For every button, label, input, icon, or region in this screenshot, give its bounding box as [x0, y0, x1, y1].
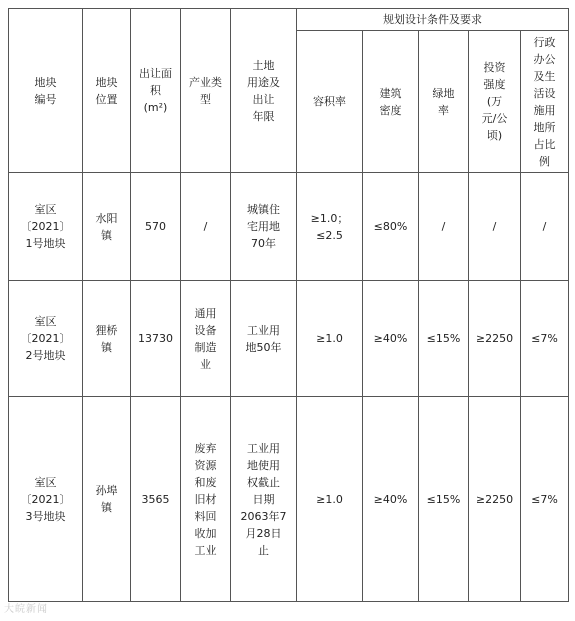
- cell-area: 13730: [131, 281, 181, 397]
- cell-code: 室区 〔2021〕 2号地块: [9, 281, 83, 397]
- header-admin: 行政 办公 及生 活设 施用 地所 占比 例: [521, 31, 569, 173]
- cell-area: 570: [131, 173, 181, 281]
- header-code: 地块 编号: [9, 9, 83, 173]
- cell-location: 狸桥 镇: [83, 281, 131, 397]
- header-row-top: [9, 9, 569, 31]
- cell-density: ≥40%: [363, 281, 419, 397]
- cell-far: ≥1.0: [297, 281, 363, 397]
- table-row: [9, 281, 569, 397]
- header-area: 出让面 积 (m²): [131, 9, 181, 173]
- cell-code: 室区 〔2021〕 1号地块: [9, 173, 83, 281]
- cell-code: 室区 〔2021〕 3号地块: [9, 397, 83, 602]
- table-row: [9, 397, 569, 602]
- cell-density: ≤80%: [363, 173, 419, 281]
- cell-far: ≥1.0； ≤2.5: [297, 173, 363, 281]
- land-parcel-table: [8, 8, 569, 602]
- cell-industry: /: [181, 173, 231, 281]
- cell-use: 城镇住 宅用地 70年: [231, 173, 297, 281]
- header-location: 地块 位置: [83, 9, 131, 173]
- cell-green: ≤15%: [419, 281, 469, 397]
- cell-density: ≥40%: [363, 397, 419, 602]
- header-density: 建筑 密度: [363, 31, 419, 173]
- cell-green: ≤15%: [419, 397, 469, 602]
- cell-use: 工业用 地50年: [231, 281, 297, 397]
- cell-green: /: [419, 173, 469, 281]
- cell-admin: ≤7%: [521, 281, 569, 397]
- cell-admin: ≤7%: [521, 397, 569, 602]
- header-industry: 产业类 型: [181, 9, 231, 173]
- cell-location: 孙埠 镇: [83, 397, 131, 602]
- header-invest: 投资 强度 (万 元/公 顷): [469, 31, 521, 173]
- watermark: 大皖新闻: [4, 604, 48, 615]
- table-row: [9, 173, 569, 281]
- header-green: 绿地 率: [419, 31, 469, 173]
- cell-invest: ≥2250: [469, 397, 521, 602]
- cell-far: ≥1.0: [297, 397, 363, 602]
- cell-admin: /: [521, 173, 569, 281]
- cell-industry: 通用 设备 制造 业: [181, 281, 231, 397]
- header-far: 容积率: [297, 31, 363, 173]
- header-use: 土地 用途及 出让 年限: [231, 9, 297, 173]
- cell-invest: /: [469, 173, 521, 281]
- cell-use: 工业用 地使用 权截止 日期 2063年7 月28日 止: [231, 397, 297, 602]
- cell-area: 3565: [131, 397, 181, 602]
- header-group-planning: 规划设计条件及要求: [297, 9, 569, 31]
- cell-industry: 废弃 资源 和废 旧材 料回 收加 工业: [181, 397, 231, 602]
- cell-location: 水阳 镇: [83, 173, 131, 281]
- cell-invest: ≥2250: [469, 281, 521, 397]
